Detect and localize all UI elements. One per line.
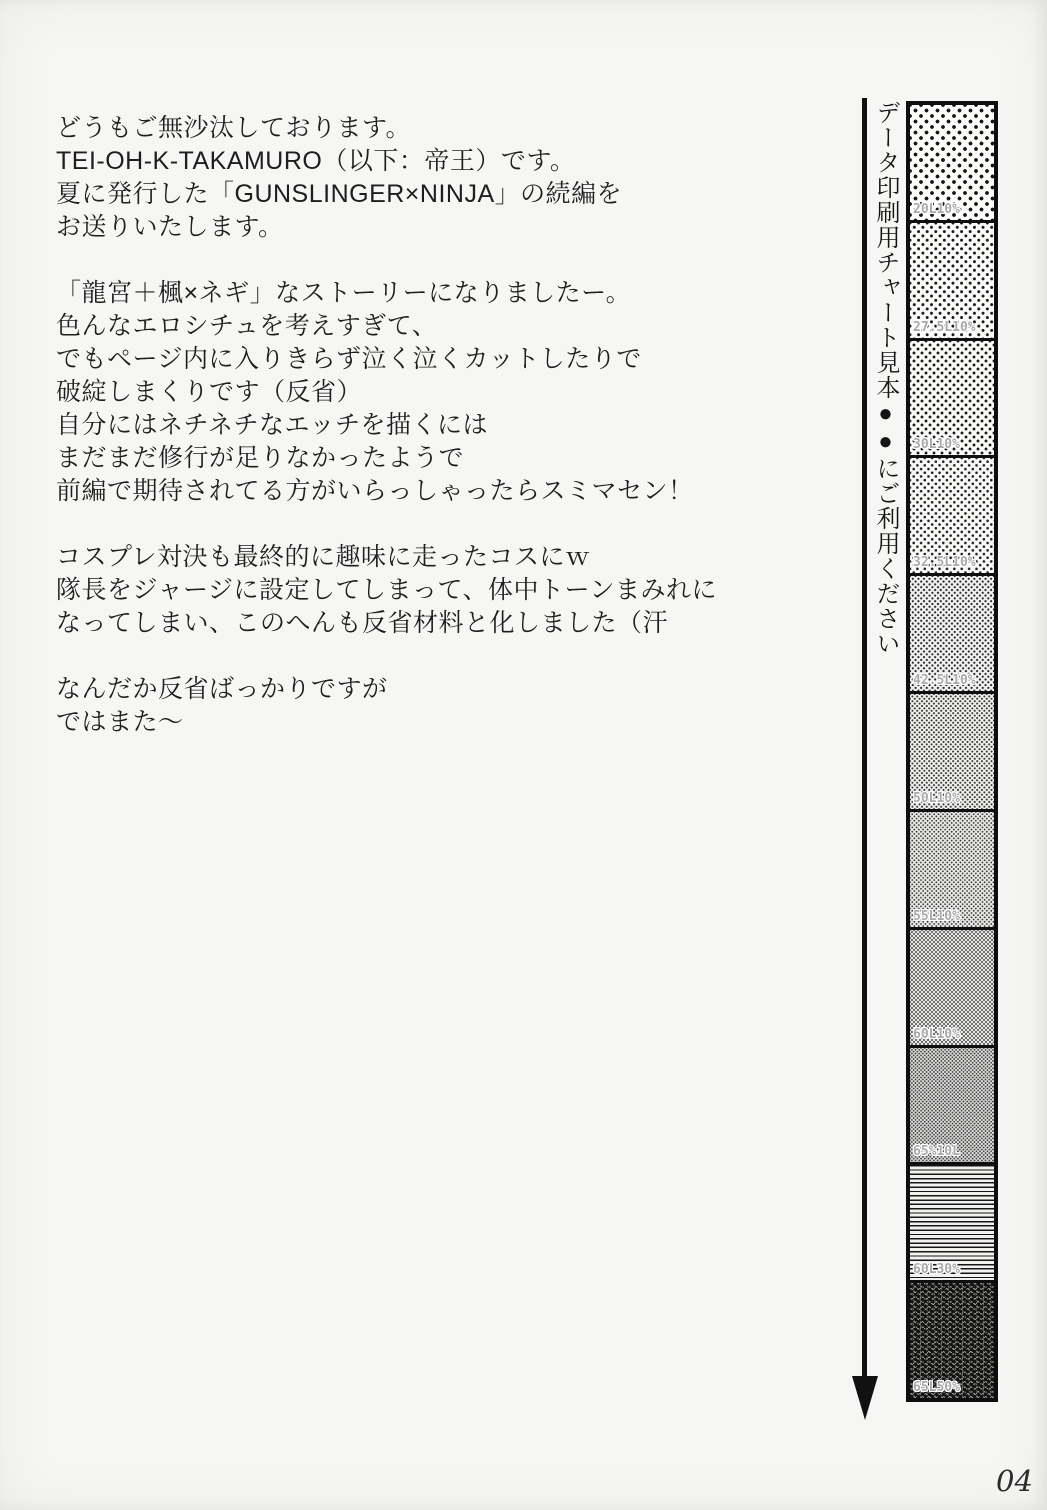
tone-sample-cell xyxy=(910,812,994,930)
text-line: 自分にはネチネチなエッチを描くには xyxy=(56,411,489,439)
paragraph xyxy=(56,541,846,640)
text-line: TEI-OH-K-TAKAMURO（以下：帝王）です。 xyxy=(56,147,576,175)
tone-sample-label: 30L10% xyxy=(913,437,960,453)
tone-sample-label: 27.5L10% xyxy=(913,319,976,335)
tone-sample-label: 50L10% xyxy=(913,790,960,806)
down-arrow-head-icon xyxy=(852,1376,878,1420)
tone-sample-cell xyxy=(910,105,994,223)
tone-sample-label: 65L50% xyxy=(913,1379,960,1395)
text-line: 破綻しまくりです（反省） xyxy=(56,378,363,406)
tone-sample-label: 32.5L10% xyxy=(913,555,976,571)
tone-sample-cell xyxy=(910,341,994,459)
text-line: お送りいたします。 xyxy=(56,213,284,241)
text-line: ではまた～ xyxy=(56,708,184,736)
text-line: 前編で期待されてる方がいらっしゃったらスミマセン！ xyxy=(56,477,694,505)
paragraph xyxy=(56,673,846,739)
tone-sample-cell xyxy=(910,458,994,576)
text-line: なんだか反省ばっかりですが xyxy=(56,675,388,703)
tone-sample-label: 42.5L10% xyxy=(913,673,976,689)
tone-chart-caption: データ印刷用チャート見本●●にご利用ください xyxy=(872,100,899,656)
tone-sample-label: 55L10% xyxy=(913,908,960,924)
text-line: 色んなエロシチュを考えすぎて、 xyxy=(56,312,438,340)
page-number: 04 xyxy=(996,1464,1033,1498)
paragraph xyxy=(56,277,846,508)
text-line: 隊長をジャージに設定してしまって、体中トーンまみれに xyxy=(56,576,718,604)
down-arrow-shaft xyxy=(862,98,867,1378)
text-line: どうもご無沙汰しております。 xyxy=(56,114,412,142)
tone-chart xyxy=(906,101,998,1402)
tone-sample-label: 60L30% xyxy=(913,1262,960,1278)
tone-sample-cell xyxy=(910,576,994,694)
tone-sample-cell xyxy=(910,1048,994,1166)
text-line: でもページ内に入りきらず泣く泣くカットしたりで xyxy=(56,345,642,373)
text-line: コスプレ対決も最終的に趣味に走ったコスにｗ xyxy=(56,543,591,571)
tone-sample-label: 60L10% xyxy=(913,1026,960,1042)
paragraph xyxy=(56,112,846,244)
tone-sample-cell xyxy=(910,694,994,812)
text-line: 「龍宮＋楓×ネギ」なストーリーになりましたー。 xyxy=(56,279,632,307)
text-line: 夏に発行した「GUNSLINGER×NINJA」の続編を xyxy=(56,180,623,208)
tone-sample-cell xyxy=(910,1283,994,1398)
afterword-text xyxy=(56,112,846,739)
tone-sample-cell xyxy=(910,1165,994,1283)
tone-sample-label: 20L10% xyxy=(913,201,960,217)
text-line: なってしまい、このへんも反省材料と化しました（汗 xyxy=(56,609,669,637)
tone-sample-cell xyxy=(910,223,994,341)
tone-sample-label: 65%10L xyxy=(913,1144,960,1160)
tone-sample-cell xyxy=(910,930,994,1048)
text-line: まだまだ修行が足りなかったようで xyxy=(56,444,465,472)
